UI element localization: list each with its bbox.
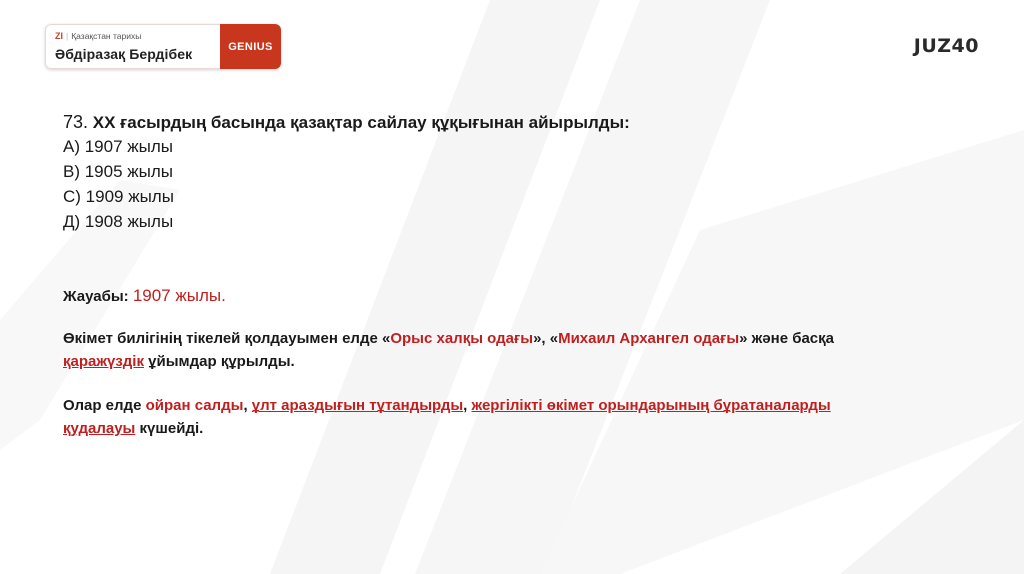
author-badge: [45, 24, 281, 69]
question-title: [63, 111, 883, 134]
p1-highlight-2: Михаил Архангел одағы: [558, 330, 740, 347]
p1-text-1: Өкімет билігінің тікелей қолдауымен елде «: [63, 330, 391, 347]
answer-value: 1907 жылы.: [132, 286, 226, 305]
p2-highlight-3: жергілікті өкімет орындарының бұратаналарды қудалауы: [63, 397, 831, 437]
answer-line: [63, 286, 883, 306]
p2-text-3: ,: [463, 397, 472, 414]
question-text: XX ғасырдың басында қазақтар сайлау құқығынан айырылды:: [92, 113, 630, 132]
p1-highlight-3: қаражүздік: [63, 353, 144, 370]
p1-text-3: » және басқа: [739, 330, 834, 347]
badge-subtitle: Қазақстан тарихы: [71, 31, 142, 41]
badge-subtitle-row: [55, 31, 220, 41]
option-c: С) 1909 жылы: [63, 187, 174, 206]
question-number: 73.: [63, 112, 89, 132]
p2-text-1: Олар елде: [63, 397, 146, 414]
slide-content: [63, 111, 883, 440]
badge-author-name: Әбдіразақ Бердібек: [55, 46, 193, 62]
explanation-paragraph-2: [63, 394, 883, 440]
p2-highlight-2: ұлт араздығын тұтандырды: [251, 397, 464, 414]
p2-text-2: ,: [243, 397, 252, 414]
badge-info: [45, 24, 220, 69]
option-b: В) 1905 жылы: [63, 162, 173, 181]
explanation-paragraph-1: [63, 327, 883, 373]
zi-logo-icon: ZI: [55, 31, 63, 41]
option-a: А) 1907 жылы: [63, 137, 173, 156]
p1-highlight-1: Орыс халқы одағы: [390, 330, 534, 347]
brand-logo: JUZ40: [913, 35, 979, 57]
badge-genius-tag: GENIUS: [220, 24, 281, 69]
option-d: Д) 1908 жылы: [63, 212, 174, 231]
badge-separator: |: [66, 31, 69, 41]
p2-highlight-1: ойран салды: [145, 397, 244, 414]
answer-label: Жауабы:: [63, 288, 129, 305]
p1-text-4: ұйымдар құрылды.: [143, 353, 295, 370]
p1-text-2: », «: [533, 330, 559, 347]
p2-text-4: күшейді.: [135, 420, 204, 437]
